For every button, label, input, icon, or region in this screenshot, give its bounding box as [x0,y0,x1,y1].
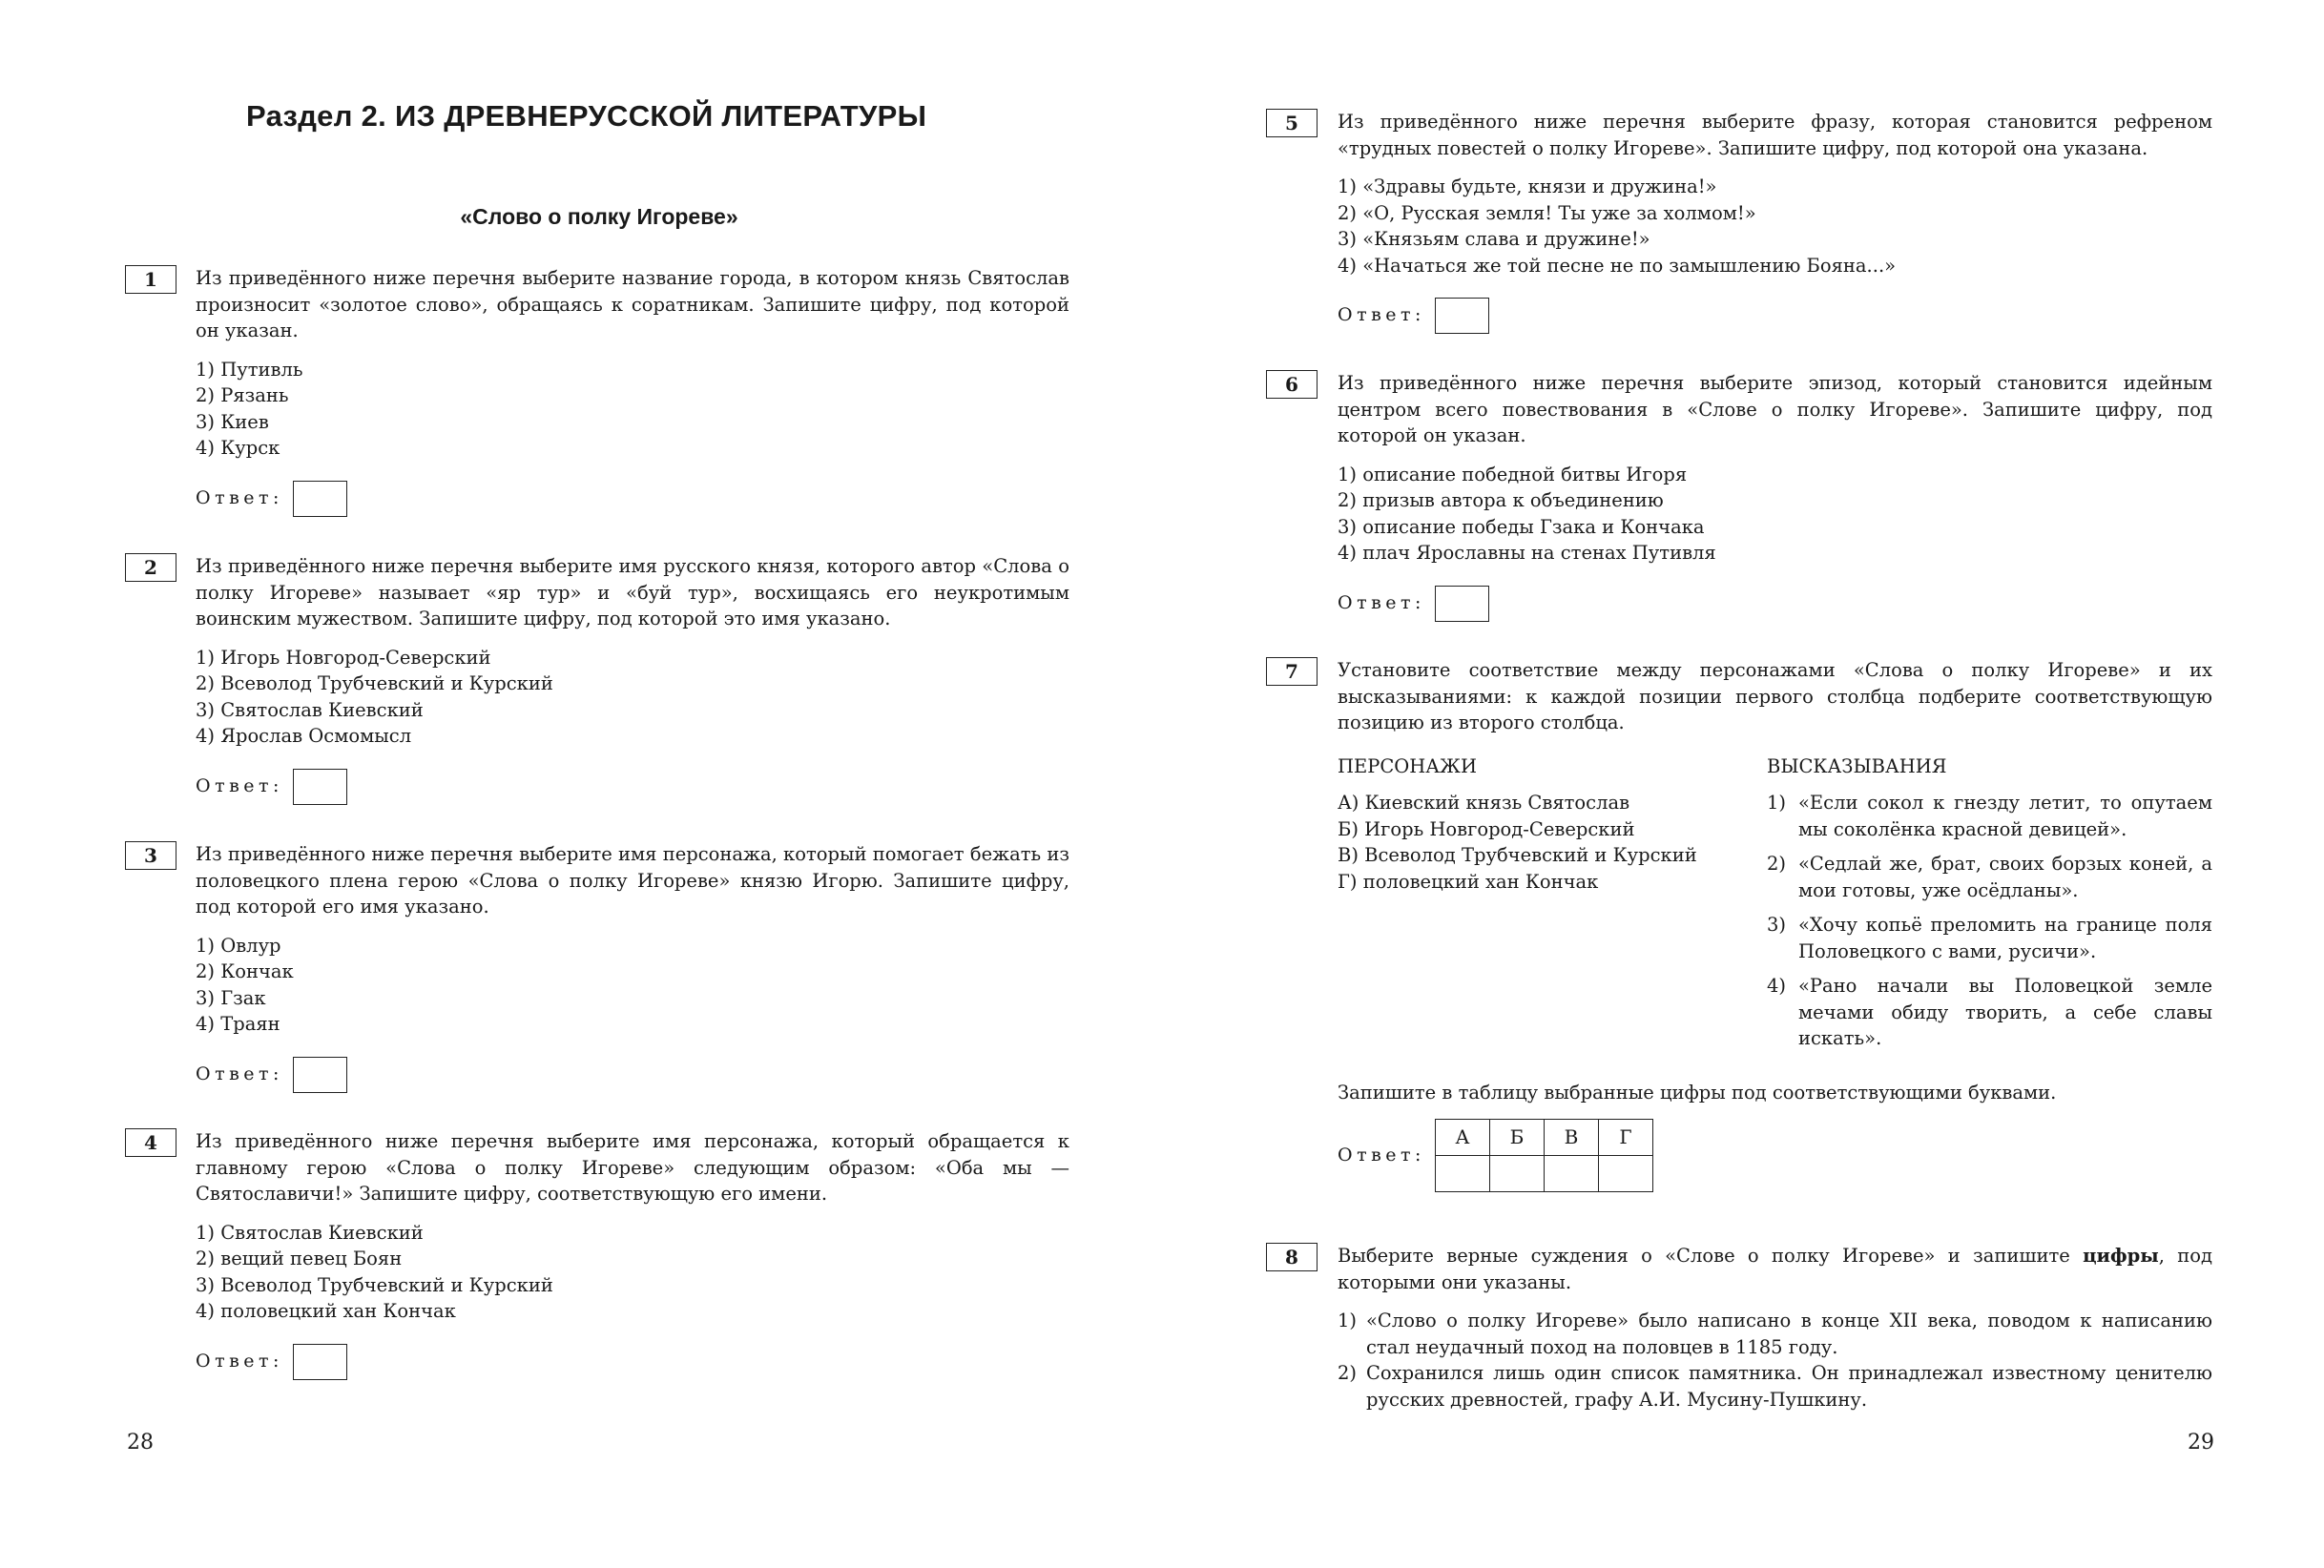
answer-cell-g[interactable] [1598,1156,1652,1192]
task-number-badge: 1 [125,265,176,294]
answer-cell-b[interactable] [1489,1156,1544,1192]
table-header-a: А [1435,1120,1489,1156]
task-number-badge: 3 [125,841,176,870]
table-instruction: Запишите в таблицу выбранные цифры под соответствующими буквами. [1338,1081,2057,1104]
option: 3) Святослав Киевский [196,698,424,721]
character-item: Б) Игорь Новгород-Северский [1338,817,1635,840]
option: 2) призыв автора к объединению [1338,489,1664,511]
task-question: Из приведённого ниже перечня выберите имя персонажа, который обращается к главному герою «Слова о полку Игореве» следующим образом: «Оба мы — Святославичи!» Запишите цифру, соответствующую его имени. [196,1130,1069,1205]
answer-box[interactable] [293,769,347,805]
answer-label: Ответ: [1338,591,1425,613]
character-item: В) Всеволод Трубчевский и Курский [1338,844,1697,866]
statement-item [1767,790,2212,842]
question-text: , под которыми они указаны. [1338,1245,2212,1293]
statement-item [1767,973,2212,1052]
option: 4) половецкий хан Кончак [196,1300,456,1322]
judgement-number: 2) [1338,1362,1358,1384]
table-header-b: Б [1489,1120,1544,1156]
statement-text: «Хочу копьё преломить на границе поля Половецкого с вами, русичи». [1798,914,2212,962]
work-title: «Слово о полку Игореве» [460,204,738,229]
judgement-number: 1) [1338,1310,1358,1331]
option: 2) Всеволод Трубчевский и Курский [196,672,553,694]
statement-item [1767,912,2212,964]
character-item: Г) половецкий хан Кончак [1338,870,1599,893]
task-question: Из приведённого ниже перечня выберите имя русского князя, которого автор «Слова о полку Игореве» называет «яр тур» и «буй тур», восхищаясь его неукротимым воинским мужеством. Запишите цифру, под которой это имя указано. [196,555,1069,629]
question-emphasis: цифры [2083,1245,2159,1267]
answer-label: Ответ: [1338,1144,1425,1166]
task-question: Из приведённого ниже перечня выберите название города, в котором князь Святослав произносит «золотое слово», обращаясь к соратникам. Запишите цифру, под которой он указан. [196,267,1069,341]
option: 1) Овлур [196,934,281,957]
table-header-v: В [1544,1120,1598,1156]
option: 1) Путивль [196,358,303,381]
answer-box[interactable] [1435,298,1489,334]
option: 4) «Начаться же той песне не по замышлению Бояна...» [1338,254,1897,277]
task-number-badge: 8 [1266,1243,1318,1271]
task-number-badge: 5 [1266,109,1318,137]
column-header: ПЕРСОНАЖИ [1338,754,1477,777]
answer-cell-a[interactable] [1435,1156,1489,1192]
task-question: Из приведённого ниже перечня выберите фразу, которая становится рефреном «трудных повестей о полку Игореве». Запишите цифру, под которой она указана. [1338,111,2212,159]
column-header: ВЫСКАЗЫВАНИЯ [1767,754,1947,777]
answer-box[interactable] [293,481,347,517]
task-question: Установите соответствие между персонажами «Слова о полку Игореве» и их высказываниями: к каждой позиции первого столбца подберите соответствующую позицию из второго столбца. [1338,659,2212,733]
answer-label: Ответ: [196,1350,283,1372]
question-text: Выберите верные суждения о «Слове о полку Игореве» и запишите [1338,1245,2084,1267]
characters-column [1338,753,1767,1061]
judgement-text: «Слово о полку Игореве» было написано в конце XII века, поводом к написанию стал неудачный поход на половцев в 1185 году. [1366,1310,2212,1358]
option: 4) Траян [196,1013,280,1035]
answer-cell-v[interactable] [1544,1156,1598,1192]
answer-box[interactable] [1435,586,1489,622]
statement-number: 2) [1767,853,1787,875]
answer-label: Ответ: [196,774,283,796]
answer-table [1435,1119,1653,1192]
section-title: Раздел 2. ИЗ ДРЕВНЕРУССКОЙ ЛИТЕРАТУРЫ [246,99,927,133]
option: 3) Киев [196,410,269,433]
task-number-badge: 6 [1266,370,1318,399]
option: 4) Курск [196,437,280,459]
task-question: Из приведённого ниже перечня выберите имя персонажа, который помогает бежать из половецкого плена герою «Слова о полку Игореве» князю Игорю. Запишите цифру, под которой его имя указано. [196,843,1069,918]
option: 3) описание победы Гзака и Кончака [1338,515,1705,538]
task-question [1338,1243,2212,1295]
statements-column [1767,753,2212,1061]
statement-item [1767,851,2212,903]
option: 3) Всеволод Трубчевский и Курский [196,1273,553,1296]
option: 3) Гзак [196,986,266,1009]
option: 2) «О, Русская земля! Ты уже за холмом!» [1338,201,1756,224]
answer-label: Ответ: [196,486,283,508]
table-header-g: Г [1598,1120,1652,1156]
option: 1) Святослав Киевский [196,1221,424,1244]
task-number-badge: 4 [125,1128,176,1157]
statement-number: 3) [1767,914,1787,936]
statement-number: 1) [1767,792,1787,814]
task-number-badge: 7 [1266,657,1318,686]
option: 1) «Здравы будьте, князи и дружина!» [1338,175,1717,197]
statement-text: «Седлай же, брат, своих борзых коней, а мои готовы, уже осёдланы». [1798,853,2212,901]
task-number-badge: 2 [125,553,176,582]
answer-box[interactable] [293,1344,347,1380]
option: 3) «Князьям слава и дружине!» [1338,228,1650,250]
page-number-left: 28 [127,1431,154,1455]
judgement-item [1338,1308,2212,1360]
statement-text: «Если сокол к гнезду летит, то опутаем мы соколёнка красной девицей». [1798,792,2212,840]
task-question: Из приведённого ниже перечня выберите эпизод, который становится идейным центром всего повествования в «Слове о полку Игореве». Запишите цифру, под которой он указан. [1338,372,2212,446]
character-item: А) Киевский князь Святослав [1338,792,1630,814]
statement-number: 4) [1767,975,1787,997]
option: 4) Ярослав Осмомысл [196,725,412,747]
option: 1) описание победной битвы Игоря [1338,463,1688,485]
judgement-text: Сохранился лишь один список памятника. Он принадлежал известному ценителю русских древностей, графу А.И. Мусину-Пушкину. [1366,1362,2212,1411]
judgement-item [1338,1360,2212,1413]
answer-box[interactable] [293,1057,347,1093]
page-number-right: 29 [2188,1431,2214,1455]
option: 2) Рязань [196,384,289,406]
answer-label: Ответ: [1338,304,1425,326]
option: 2) Кончак [196,960,294,982]
option: 4) плач Ярославны на стенах Путивля [1338,542,1716,564]
answer-label: Ответ: [196,1063,283,1084]
statement-text: «Рано начали вы Половецкой земле мечами обиду творить, а себе славы искать». [1798,975,2212,1049]
option: 1) Игорь Новгород-Северский [196,646,491,669]
option: 2) вещий певец Боян [196,1248,403,1269]
